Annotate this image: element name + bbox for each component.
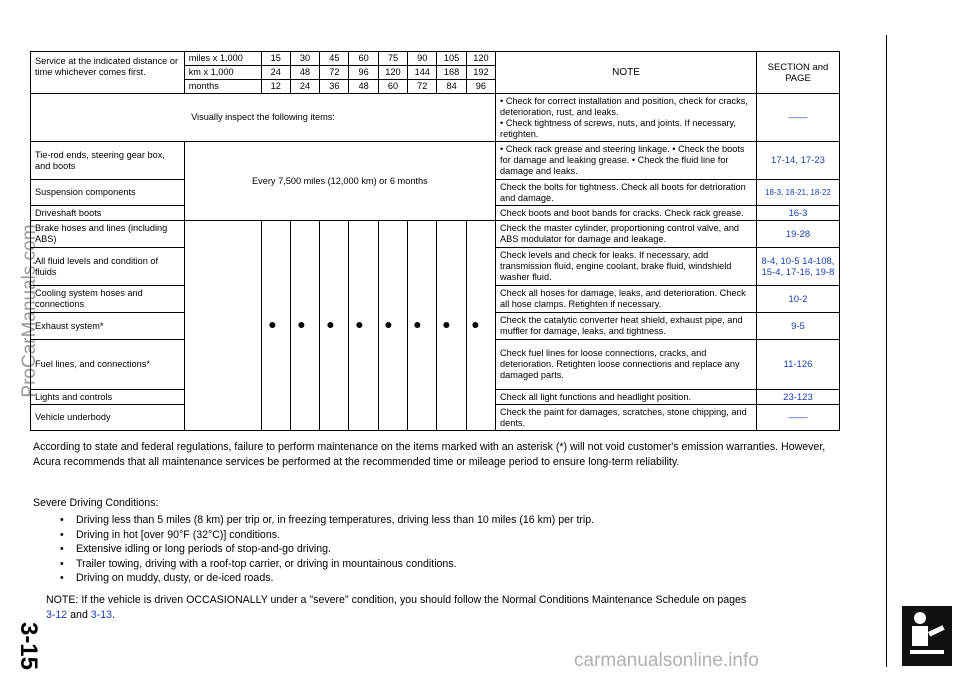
item-page-link[interactable]: 16-3 bbox=[756, 206, 839, 221]
item-note: Check the paint for damages, scratches, stone chipping, and dents. bbox=[496, 405, 757, 431]
visual-inspect-label: Visually inspect the following items: bbox=[31, 94, 496, 142]
item-page-link[interactable]: 19-28 bbox=[756, 221, 839, 248]
watermark-procarmanuals: ProCarManuals.com bbox=[19, 224, 40, 398]
interval-dot: ● bbox=[297, 316, 306, 332]
months-cell: 12 bbox=[261, 80, 290, 94]
interval-dot: ● bbox=[384, 316, 393, 332]
item-page-link[interactable]: —— bbox=[756, 405, 839, 431]
item-page-link[interactable]: 18-3, 18-21, 18-22 bbox=[756, 180, 839, 206]
months-cell: 36 bbox=[320, 80, 349, 94]
maintenance-schedule-table bbox=[30, 51, 840, 431]
note-paragraph: NOTE: If the vehicle is driven OCCASIONALLY under a "severe" condition, you should follow the Normal Conditions Maintenance Schedule on pages 3-12 and 3-13. bbox=[46, 594, 747, 621]
miles-cell: 105 bbox=[437, 52, 466, 66]
page-link-3-12[interactable]: 3-12 bbox=[46, 608, 68, 621]
km-cell: 48 bbox=[290, 66, 319, 80]
item-name: Cooling system hoses and connections bbox=[31, 286, 185, 313]
item-name: Exhaust system* bbox=[31, 313, 185, 340]
list-item: • Driving in hot [over 90°F (32°C)] conditions. bbox=[60, 528, 280, 541]
item-page-link[interactable]: 10-2 bbox=[756, 286, 839, 313]
note-header: NOTE bbox=[496, 52, 757, 94]
km-cell: 144 bbox=[408, 66, 437, 80]
item-note: • Check rack grease and steering linkage. • Check the boots for damage and leaking grease. • Check the fluid line for damage and leaks. bbox=[496, 142, 757, 180]
item-note: Check the master cylinder, proportioning control valve, and ABS modulator for damage and leakage. bbox=[496, 221, 757, 248]
item-name: Tie-rod ends, steering gear box, and boots bbox=[31, 142, 185, 180]
item-note: Check the catalytic converter heat shield, exhaust pipe, and muffler for damage, leaks, and tightness. bbox=[496, 313, 757, 340]
km-label: km x 1,000 bbox=[184, 66, 261, 80]
maintenance-tool-icon bbox=[902, 606, 952, 666]
item-note: Check the bolts for tightness. Check all boots for detrioration and damage. bbox=[496, 180, 757, 206]
months-label: months bbox=[184, 80, 261, 94]
miles-cell: 15 bbox=[261, 52, 290, 66]
severe-bullet-list bbox=[60, 513, 594, 586]
km-cell: 24 bbox=[261, 66, 290, 80]
miles-label: miles x 1,000 bbox=[184, 52, 261, 66]
miles-cell: 75 bbox=[378, 52, 407, 66]
months-cell: 96 bbox=[466, 80, 495, 94]
miles-cell: 60 bbox=[349, 52, 378, 66]
months-cell: 48 bbox=[349, 80, 378, 94]
service-interval-text: Service at the indicated distance or time whichever comes first. bbox=[31, 52, 185, 94]
miles-cell: 90 bbox=[408, 52, 437, 66]
item-page-link[interactable]: 11-126 bbox=[756, 340, 839, 390]
visual-notes: • Check for correct installation and position, check for cracks, deterioration, rust, and leaks. • Check tightness of screws, nuts, and joints. If necessary, retighten. bbox=[496, 94, 757, 142]
item-page-link[interactable]: 8-4, 10-5 14-108, 15-4, 17-16, 19-8 bbox=[756, 248, 839, 286]
item-name: Vehicle underbody bbox=[31, 405, 185, 431]
item-note: Check boots and boot bands for cracks. Check rack grease. bbox=[496, 206, 757, 221]
km-cell: 168 bbox=[437, 66, 466, 80]
interval-dot: ● bbox=[268, 316, 277, 332]
item-note: Check fuel lines for loose connections, cracks, and deterioration. Retighten loose connections and replace any damaged parts. bbox=[496, 340, 757, 390]
right-margin-rule bbox=[886, 35, 887, 667]
months-cell: 24 bbox=[290, 80, 319, 94]
km-cell: 96 bbox=[349, 66, 378, 80]
item-name: All fluid levels and condition of fluids bbox=[31, 248, 185, 286]
visual-page: —— bbox=[756, 94, 839, 142]
km-cell: 192 bbox=[466, 66, 495, 80]
item-note: Check all hoses for damage, leaks, and deterioration. Check all hose clamps. Retighten if necessary. bbox=[496, 286, 757, 313]
months-cell: 72 bbox=[408, 80, 437, 94]
interval-text: Every 7,500 miles (12,000 km) or 6 months bbox=[184, 142, 495, 221]
item-name: Brake hoses and lines (including ABS) bbox=[31, 221, 185, 248]
list-item: • Trailer towing, driving with a roof-top carrier, or driving in mountainous conditions. bbox=[60, 557, 457, 570]
miles-cell: 45 bbox=[320, 52, 349, 66]
months-cell: 60 bbox=[378, 80, 407, 94]
item-name: Lights and controls bbox=[31, 390, 185, 405]
item-name: Fuel lines, and connections* bbox=[31, 340, 185, 390]
interval-dot: ● bbox=[471, 316, 480, 332]
list-item: • Driving less than 5 miles (8 km) per trip or, in freezing temperatures, driving less than 10 miles (16 km) per trip. bbox=[60, 514, 595, 526]
item-page-link[interactable]: 17-14, 17-23 bbox=[756, 142, 839, 180]
item-note: Check all light functions and headlight position. bbox=[496, 390, 757, 405]
item-page-link[interactable]: 9-5 bbox=[756, 313, 839, 340]
page-number: 3-15 bbox=[15, 621, 42, 671]
interval-dot: ● bbox=[355, 316, 364, 332]
watermark-carmanualsonline: carmanualsonline.info bbox=[574, 650, 759, 671]
interval-dot: ● bbox=[442, 316, 451, 332]
interval-dot: ● bbox=[326, 316, 335, 332]
km-cell: 72 bbox=[320, 66, 349, 80]
page-link-3-13[interactable]: 3-13 bbox=[90, 608, 112, 621]
interval-dots bbox=[258, 316, 490, 332]
item-name: Suspension components bbox=[31, 180, 185, 206]
miles-cell: 30 bbox=[290, 52, 319, 66]
item-note: Check levels and check for leaks. If necessary, add transmission fluid, engine coolant, brake fluid, windshield washer fluid. bbox=[496, 248, 757, 286]
km-cell: 120 bbox=[378, 66, 407, 80]
emission-paragraph: According to state and federal regulations, failure to perform maintenance on the items marked with an asterisk (*) will not void customer's emission warranties. However, Acura recommends that all maintenance services be performed at the recommended time or mileage period to ensure long-term reliability. bbox=[33, 441, 826, 468]
section-page-header: SECTION and PAGE bbox=[756, 52, 839, 94]
item-name: Driveshaft boots bbox=[31, 206, 185, 221]
list-item: • Extensive idling or long periods of stop-and-go driving. bbox=[60, 543, 331, 556]
list-item: • Driving on muddy, dusty, or de-iced roads. bbox=[60, 572, 274, 585]
item-page-link[interactable]: 23-123 bbox=[756, 390, 839, 405]
severe-title: Severe Driving Conditions: bbox=[33, 497, 159, 509]
interval-dot: ● bbox=[413, 316, 422, 332]
miles-cell: 120 bbox=[466, 52, 495, 66]
months-cell: 84 bbox=[437, 80, 466, 94]
